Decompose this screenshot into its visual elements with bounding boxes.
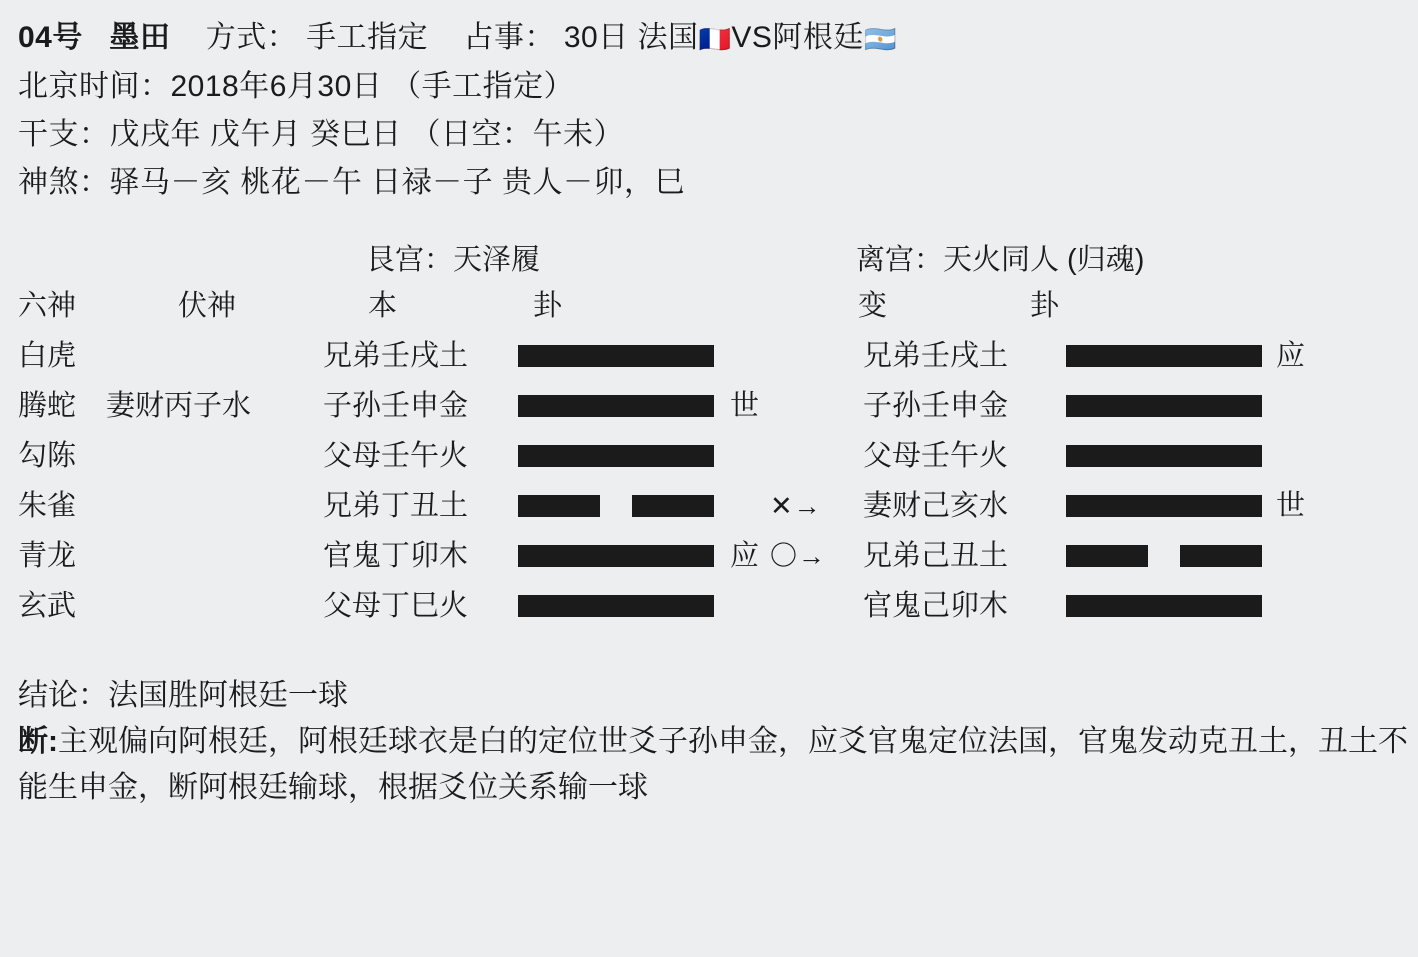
col-header-fushen: 伏神: [178, 290, 237, 323]
yao-fushen: 妻财丙子水: [106, 390, 252, 423]
header-line-ganzhi: 干支：戊戌年 戊午月 癸巳日 （日空：午未）: [18, 118, 625, 152]
topic-label: 占事：: [463, 21, 555, 54]
yao-row: [18, 431, 1418, 481]
yao-liushen: 朱雀: [18, 490, 77, 523]
palace-original: 艮宫：天泽履: [366, 244, 541, 277]
header-line-datetime: 北京时间：2018年6月30日 （手工指定）: [18, 70, 575, 104]
yao-ben-line-yang: [518, 431, 714, 481]
yao-bian-name: 兄弟己丑土: [863, 540, 1009, 573]
yao-ben-name: 兄弟丁丑土: [323, 490, 469, 523]
col-header-gua: 卦: [533, 290, 563, 323]
yao-change-mark: 〇→: [770, 541, 826, 572]
analysis-body: 主观偏向阿根廷，阿根廷球衣是白的定位世爻子孙申金，应爻官鬼定位法国，官鬼发动克丑土，丑土不能生申金，断阿根廷输球，根据爻位关系输一球: [18, 725, 1408, 805]
yao-liushen: 青龙: [18, 540, 77, 573]
col-header-gua2: 卦: [1030, 290, 1060, 323]
conclusion-block: [0, 657, 1418, 811]
method-label: 方式：: [205, 21, 298, 54]
yao-row: [18, 481, 1418, 531]
yao-ben-line-yang: [518, 381, 714, 431]
yao-ben-line-yang: [518, 331, 714, 381]
argentina-flag-icon: 🇦🇷: [863, 24, 897, 55]
yao-bian-mark: 世: [1276, 490, 1306, 523]
col-header-ben: 本: [368, 290, 398, 323]
analysis-lead: 断:: [18, 725, 58, 759]
yao-ben-line-yang: [518, 531, 714, 581]
palace-row: [18, 237, 1418, 283]
col-header-liushen: 六神: [18, 290, 77, 323]
yao-liushen: 玄武: [18, 590, 77, 623]
yao-change-mark: ✕→: [770, 491, 822, 522]
yao-liushen: 白虎: [18, 340, 77, 373]
yao-row: [18, 531, 1418, 581]
yao-ben-name: 子孙壬申金: [323, 390, 469, 423]
record-author: 墨田: [109, 21, 171, 54]
topic-vs: VS阿根廷: [731, 21, 864, 54]
yao-bian-name: 父母壬午火: [863, 440, 1009, 473]
yao-bian-line-yang: [1066, 381, 1262, 431]
yao-bian-line-yang: [1066, 331, 1262, 381]
yao-ben-mark: 应: [730, 540, 760, 573]
yao-bian-line-yang: [1066, 431, 1262, 481]
header-line-shensha: 神煞：驿马－亥 桃花－午 日禄－子 贵人－卯，巳: [18, 166, 686, 200]
yao-bian-line-yang: [1066, 481, 1262, 531]
yao-bian-name: 子孙壬申金: [863, 390, 1009, 423]
record-number: 04号: [18, 21, 83, 54]
yao-ben-mark: 世: [730, 390, 760, 423]
yao-bian-line-yin: [1066, 531, 1262, 581]
header-line-title: [18, 14, 1418, 63]
method-value: 手工指定: [306, 21, 429, 54]
yao-bian-line-yang: [1066, 581, 1262, 631]
hexagram-area: [0, 237, 1418, 657]
yao-ben-name: 兄弟壬戌土: [323, 340, 469, 373]
yao-row: [18, 381, 1418, 431]
france-flag-icon: 🇫🇷: [698, 24, 732, 55]
col-header-bian: 变: [858, 290, 888, 323]
conclusion-line: 结论：法国胜阿根廷一球: [18, 679, 348, 713]
yao-ben-name: 父母丁巳火: [323, 590, 469, 623]
yao-liushen: 腾蛇: [18, 390, 77, 423]
yao-row: [18, 331, 1418, 381]
yao-row: [18, 581, 1418, 631]
analysis-text: [18, 719, 1408, 811]
yao-ben-line-yang: [518, 581, 714, 631]
yao-bian-name: 官鬼己卯木: [863, 590, 1009, 623]
yao-bian-name: 妻财己亥水: [863, 490, 1009, 523]
column-header-row: [18, 283, 1418, 331]
topic-value: 30日 法国: [563, 21, 699, 54]
yao-bian-name: 兄弟壬戌土: [863, 340, 1009, 373]
yao-ben-line-yin: [518, 481, 714, 531]
yao-ben-name: 父母壬午火: [323, 440, 469, 473]
yao-ben-name: 官鬼丁卯木: [323, 540, 469, 573]
yao-liushen: 勾陈: [18, 440, 77, 473]
yao-bian-mark: 应: [1276, 340, 1306, 373]
header-block: [0, 0, 1418, 207]
palace-changed: 离宫：天火同人 (归魂): [856, 244, 1145, 277]
